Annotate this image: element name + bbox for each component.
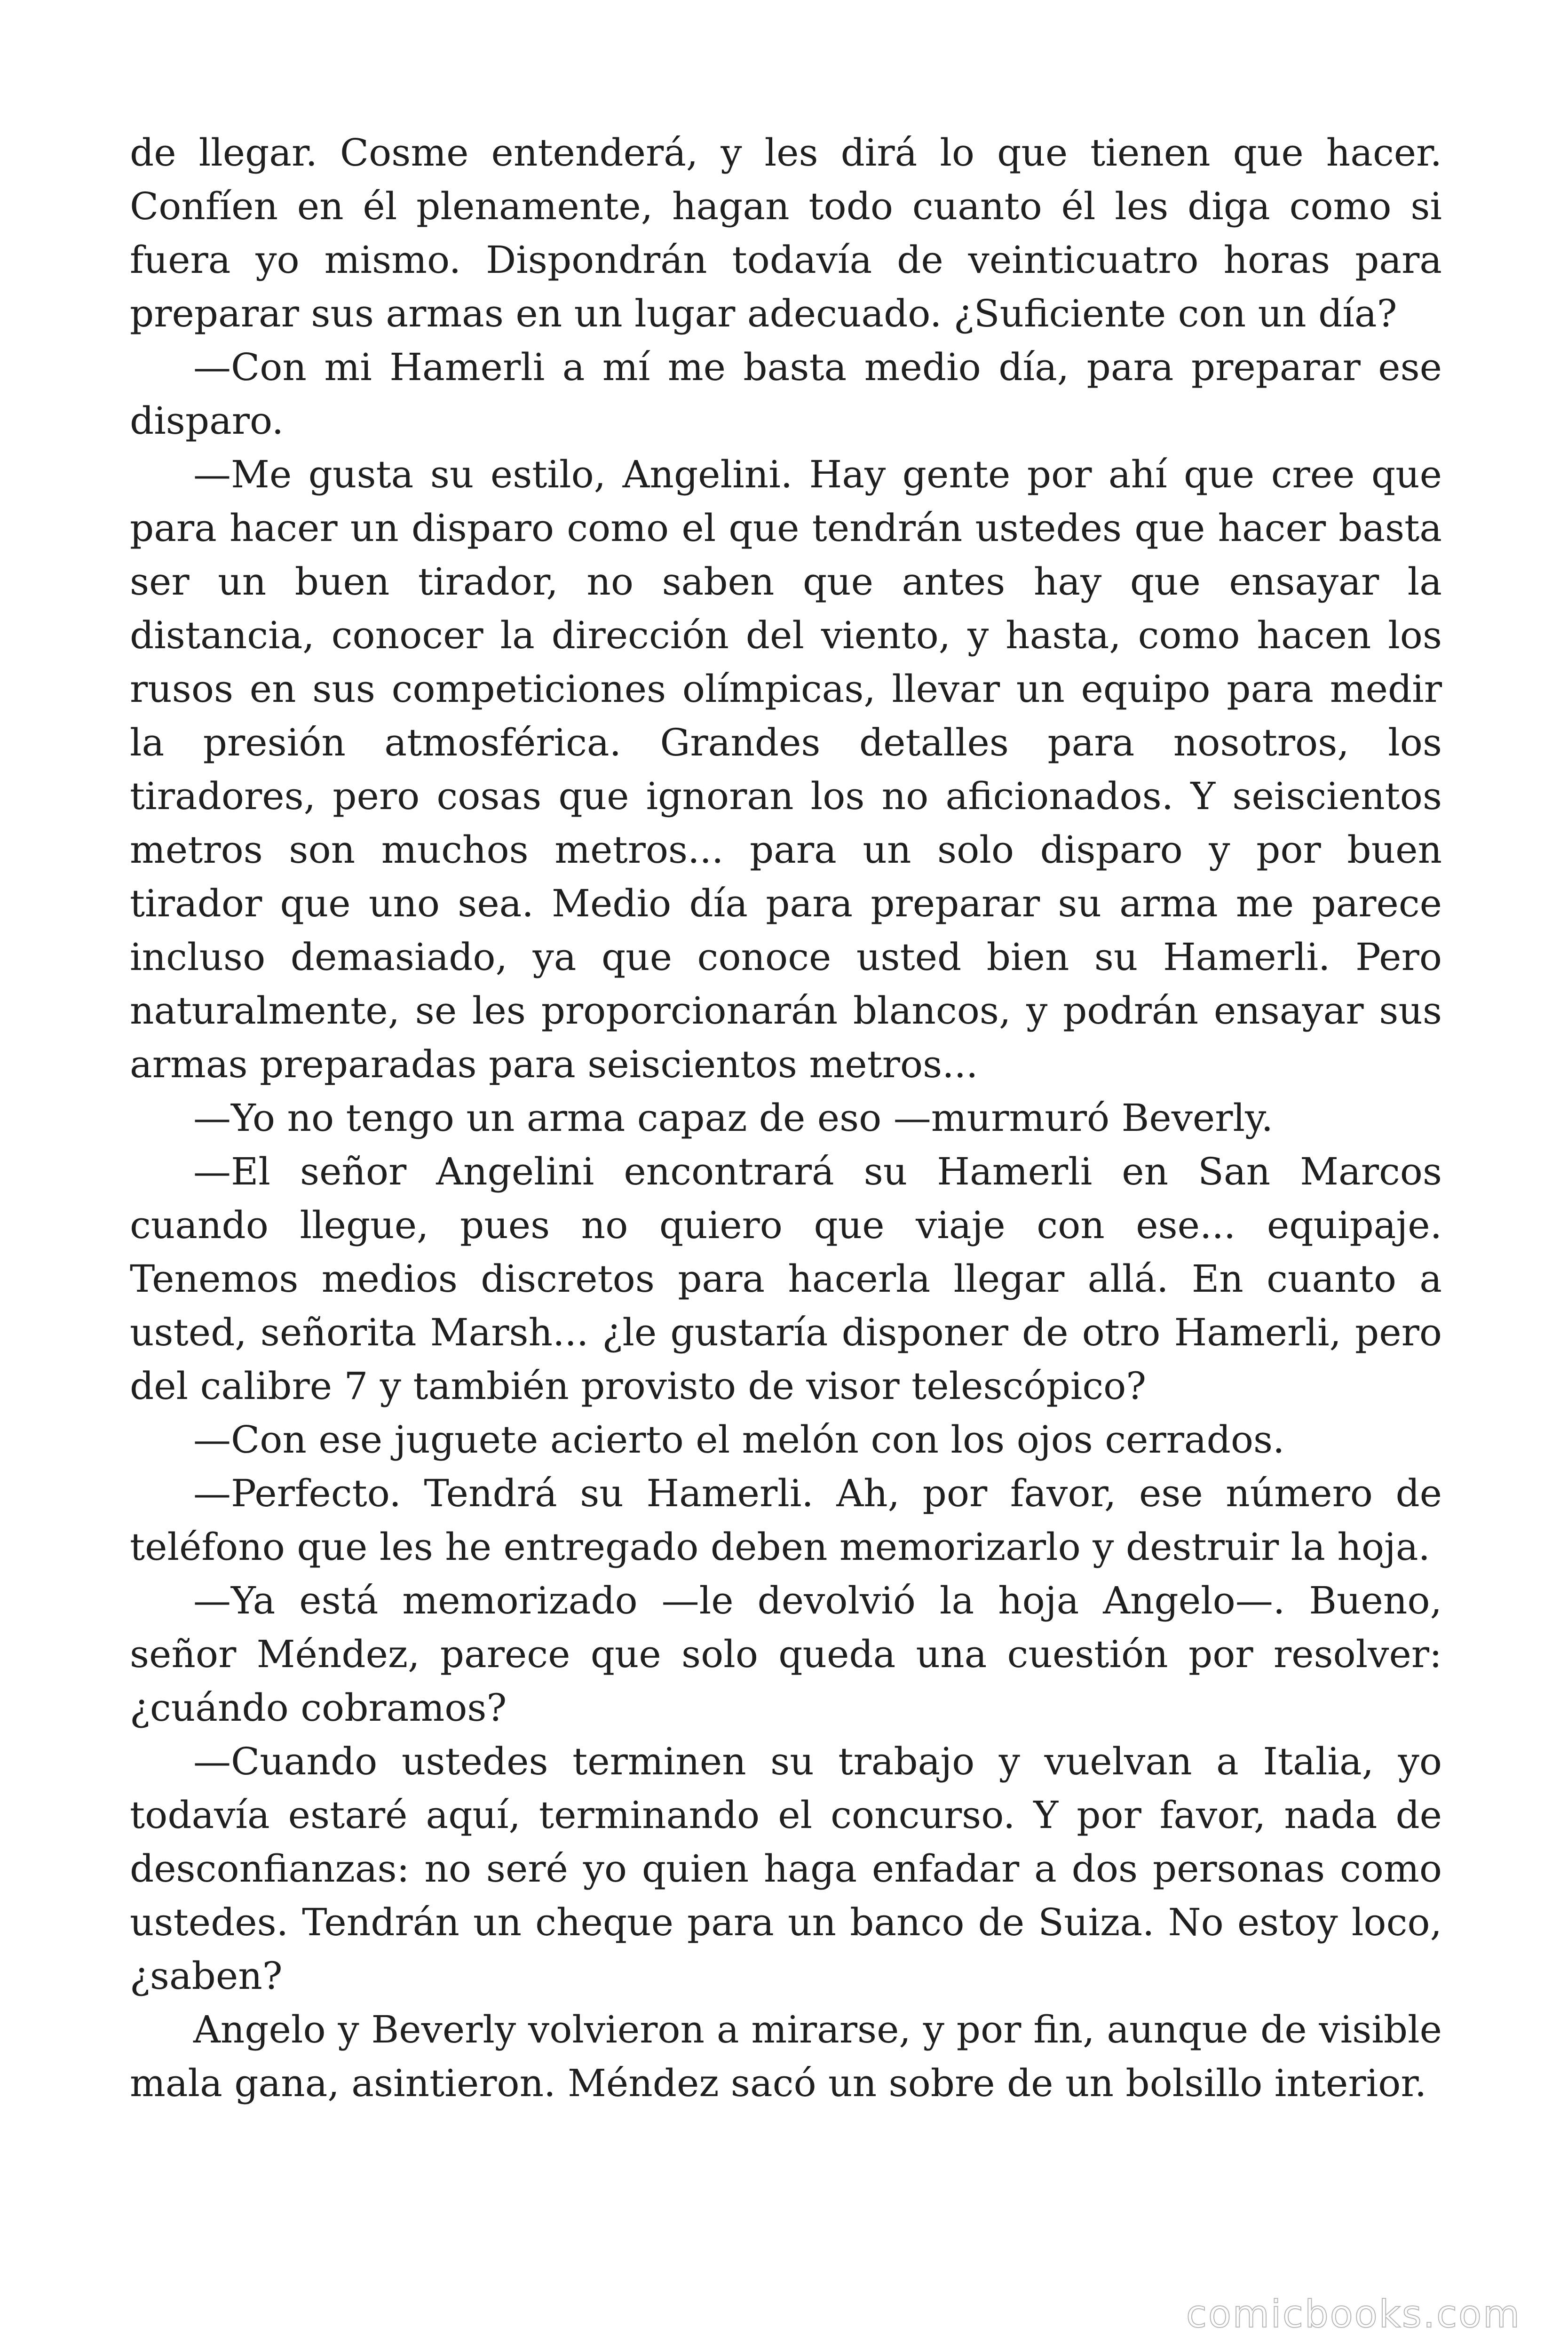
paragraph-2: —Con mi Hamerli a mí me basta medio día, para preparar ese disparo. xyxy=(130,345,1442,443)
paragraph-9: —Cuando ustedes terminen su trabajo y vuelvan a Italia, yo todavía estaré aquí, terminando el concurso. Y por favor, nada de desconfianzas: no seré yo quien haga enfadar a dos personas como ustedes. Tendrán un cheque para un banco de Suiza. No estoy loco, ¿saben? xyxy=(130,1740,1442,1998)
paragraph-10: Angelo y Beverly volvieron a mirarse, y por fin, aunque de visible mala gana, asintieron. Méndez sacó un sobre de un bolsillo interior. xyxy=(130,2008,1442,2105)
paragraph-5: —El señor Angelini encontrará su Hamerli en San Marcos cuando llegue, pues no quiero que viaje con ese... equipaje. Tenemos medios discretos para hacerla llegar allá. En cuanto a usted, señorita Marsh... ¿le gustaría disponer de otro Hamerli, pero del calibre 7 y también provisto de visor telescópico? xyxy=(130,1150,1442,1408)
paragraph-7: —Perfecto. Tendrá su Hamerli. Ah, por favor, ese número de teléfono que les he entregado deben memorizarlo y destruir la hoja. xyxy=(130,1471,1442,1569)
watermark: comicbooks.com xyxy=(1186,2292,1521,2336)
book-page-body xyxy=(130,126,1442,2110)
paragraph-1: de llegar. Cosme entenderá, y les dirá lo que tienen que hacer. Confíen en él plenamente, hagan todo cuanto él les diga como si fuera yo mismo. Dispondrán todavía de veinticuatro horas para preparar sus armas en un lugar adecuado. ¿Suficiente con un día? xyxy=(130,131,1442,335)
paragraph-8: —Ya está memorizado —le devolvió la hoja Angelo—. Bueno, señor Méndez, parece que solo queda una cuestión por resolver: ¿cuándo cobramos? xyxy=(130,1579,1442,1730)
paragraph-4: —Yo no tengo un arma capaz de eso —murmuró Beverly. xyxy=(193,1096,1274,1140)
paragraph-6: —Con ese juguete acierto el melón con los ojos cerrados. xyxy=(193,1418,1285,1462)
paragraph-3: —Me gusta su estilo, Angelini. Hay gente por ahí que cree que para hacer un disparo como el que tendrán ustedes que hacer basta ser un buen tirador, no saben que antes hay que ensayar la distancia, conocer la dirección del viento, y hasta, como hacen los rusos en sus competiciones olímpicas, llevar un equipo para medir la presión atmosférica. Grandes detalles para nosotros, los tiradores, pero cosas que ignoran los no aficionados. Y seiscientos metros son muchos metros... para un solo disparo y por buen tirador que uno sea. Medio día para preparar su arma me parece incluso demasiado, ya que conoce usted bien su Hamerli. Pero naturalmente, se les proporcionarán blancos, y podrán ensayar sus armas preparadas para seiscientos metros... xyxy=(130,453,1442,1086)
